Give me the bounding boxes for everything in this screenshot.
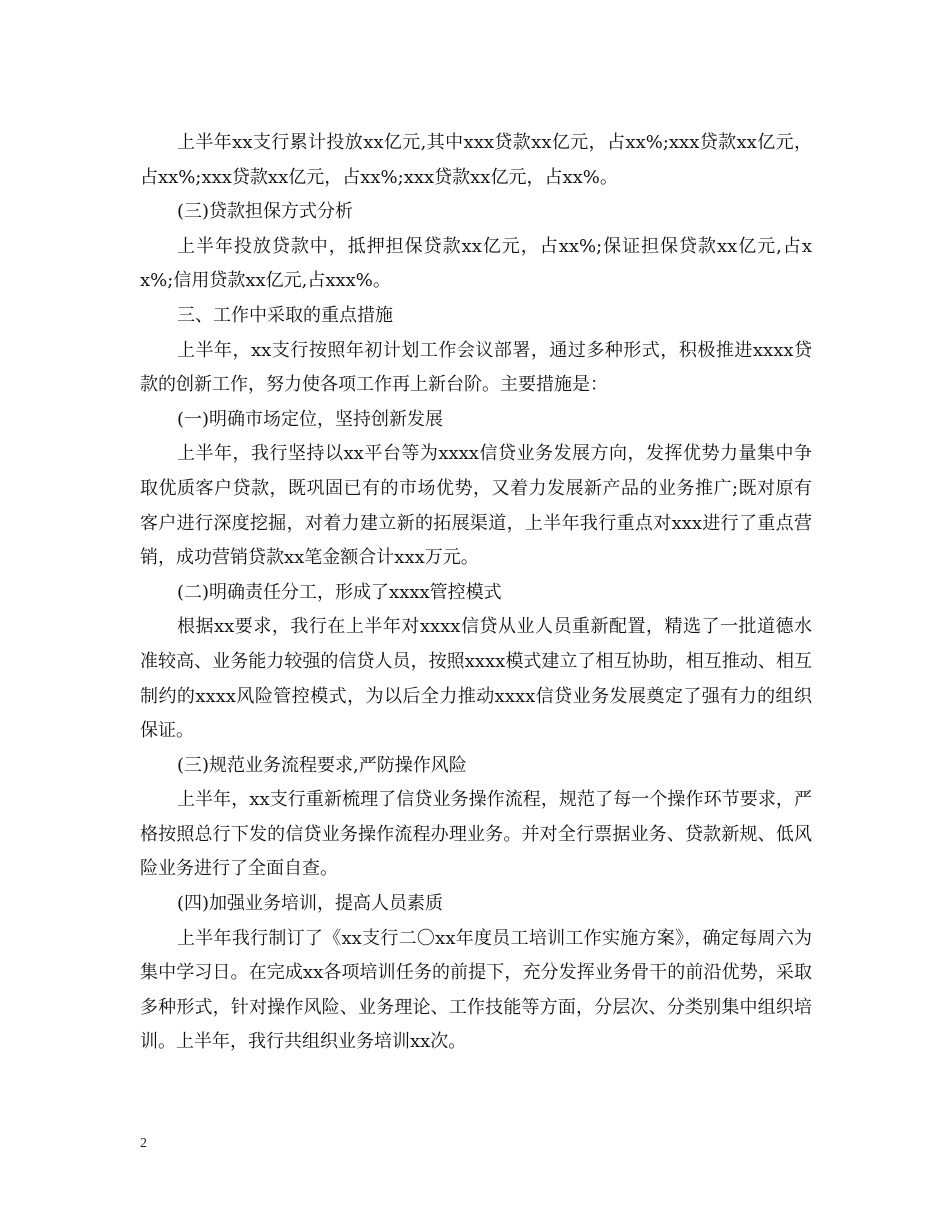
heading-key-measures: 三、工作中采取的重点措施 [177, 304, 393, 326]
paragraph-guarantee-analysis: 上半年投放贷款中，抵押担保贷款xx亿元，占xx%;保证担保贷款xx亿元,占xx%;信用贷款xx亿元,占xxx%。 [140, 235, 812, 292]
paragraph-market-positioning: 上半年，我行坚持以xx平台等为xxxx信贷业务发展方向，发挥优势力量集中争取优质客户贷款，既巩固已有的市场优势，又着力发展新产品的业务推广;既对原有客户进行深度挖掘，对着力建立新的拓展渠道，上半年我行重点对xxx进行了重点营销，成功营销贷款xx笔金额合计xxx万元。 [140, 443, 812, 569]
heading-responsibility: (二)明确责任分工，形成了xxxx管控模式 [177, 581, 502, 603]
paragraph-loan-distribution: 上半年xx支行累计投放xx亿元,其中xxx贷款xx亿元，占xx%;xxx贷款xx亿元，占xx%;xxx贷款xx亿元，占xx%;xxx贷款xx亿元，占xx%。 [140, 132, 812, 188]
paragraph-training: 上半年我行制订了《xx支行二〇xx年度员工培训工作实施方案》，确定每周六为集中学习日。在完成xx各项培训任务的前提下，充分发挥业务骨干的前沿优势，采取多种形式，针对操作风险、业务理论、工作技能等方面，分层次、分类别集中组织培训。上半年，我行共组织业务培训xx次。 [140, 927, 812, 1053]
heading-market-positioning: (一)明确市场定位，坚持创新发展 [177, 408, 444, 430]
paragraph-process-standards: 上半年，xx支行重新梳理了信贷业务操作流程，规范了每一个操作环节要求，严格按照总行下发的信贷业务操作流程办理业务。并对全行票据业务、贷款新规、低风险业务进行了全面自查。 [140, 789, 812, 880]
heading-guarantee-analysis: (三)贷款担保方式分析 [177, 201, 354, 223]
document-body [140, 126, 812, 1060]
page-number: 2 [140, 1136, 147, 1151]
paragraph-responsibility: 根据xx要求，我行在上半年对xxxx信贷从业人员重新配置，精选了一批道德水准较高、业务能力较强的信贷人员，按照xxxx模式建立了相互协助，相互推动、相互制约的xxxx风险管控模式，为以后全力推动xxxx信贷业务发展奠定了强有力的组织保证。 [140, 616, 812, 742]
heading-process-standards: (三)规范业务流程要求,严防操作风险 [177, 754, 467, 776]
paragraph-measures-intro: 上半年，xx支行按照年初计划工作会议部署，通过多种形式，积极推进xxxx贷款的创新工作，努力使各项工作再上新台阶。主要措施是： [140, 339, 812, 396]
heading-training: (四)加强业务培训，提高人员素质 [177, 893, 444, 915]
